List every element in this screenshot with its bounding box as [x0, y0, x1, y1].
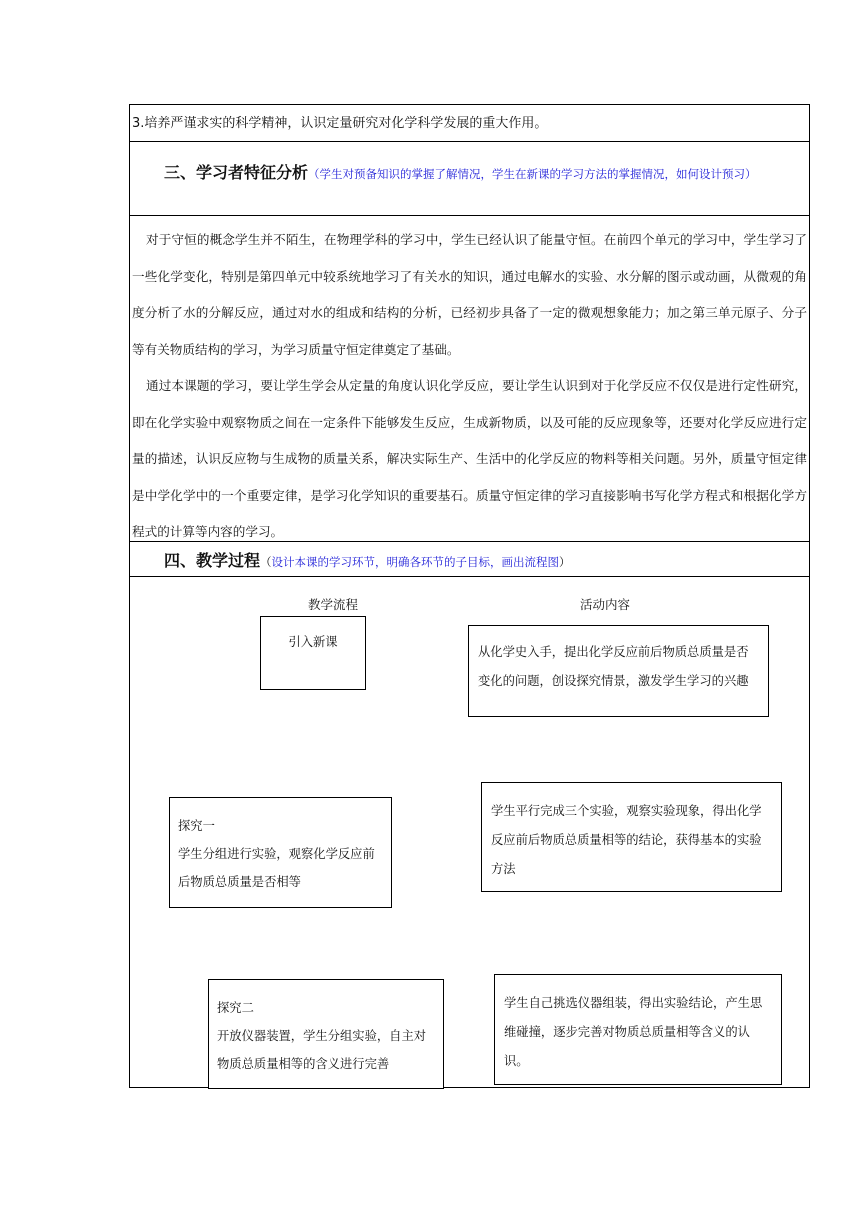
section4-note-close: ） [559, 555, 571, 569]
goal-row [130, 105, 809, 142]
flow-explore1-activity-box [481, 782, 782, 892]
flow-explore2-text: 开放仪器装置，学生分组实验，自主对物质总质量相等的含义进行完善 [217, 1029, 427, 1071]
flow-explore2-activity-box [494, 974, 782, 1085]
flow-left-label: 教学流程 [308, 597, 359, 612]
flow-explore2-title: 探究二 [217, 1001, 254, 1015]
section3-header [130, 142, 809, 216]
flow-explore2-activity-text: 学生自己挑选仪器组装，得出实验结论，产生思维碰撞，逐步完善对物质总质量相等含义的认识。 [504, 996, 763, 1068]
section4-header [130, 542, 809, 577]
flowchart [130, 577, 809, 1087]
section3-body [130, 216, 809, 542]
section4-note: 设计本课的学习环节，明确各环节的子目标，画出流程图 [271, 555, 560, 569]
flow-intro-activity-box [468, 625, 769, 717]
section3-paragraph-2: 通过本课题的学习，要让学生学会从定量的角度认识化学反应，要让学生认识到对于化学反应不仅仅是进行定性研究，即在化学实验中观察物质之间在一定条件下能够发生反应，生成新物质，以及可能的反应现象等，还要对化学反应进行定量的描述，认识反应物与生成物的质量关系，解决实际生产、生活中的化学反应的物料等相关问题。另外，质量守恒定律是中学化学中的一个重要定律，是学习化学知识的重要基石。质量守恒定律的学习直接影响书写化学方程式和根据化学方程式的计算等内容的学习。 [132, 378, 807, 539]
flow-explore1-box [169, 797, 392, 908]
section3-paragraph-1: 对于守恒的概念学生并不陌生，在物理学科的学习中，学生已经认识了能量守恒。在前四个单元的学习中，学生学习了一些化学变化，特别是第四单元中较系统地学习了有关水的知识，通过电解水的实验、水分解的图示或动画，从微观的角度分析了水的分解反应，通过对水的组成和结构的分析，已经初步具备了一定的微观想象能力；加之第三单元原子、分子等有关物质结构的学习，为学习质量守恒定律奠定了基础。 [132, 232, 807, 357]
lesson-plan-table [129, 104, 810, 1088]
flow-explore1-activity-text: 学生平行完成三个实验，观察实验现象，得出化学反应前后物质总质量相等的结论，获得基本的实验方法 [491, 804, 762, 876]
flow-explore1-title: 探究一 [178, 819, 215, 833]
flow-right-label: 活动内容 [580, 597, 631, 612]
section4-note-open: （ [260, 555, 272, 569]
section4-title: 四、教学过程 [164, 551, 261, 570]
flow-intro-box [260, 616, 366, 690]
flow-explore2-box [208, 979, 444, 1089]
section3-title: 三、学习者特征分析 [164, 163, 309, 182]
goal-text: 3.培养严谨求实的科学精神，认识定量研究对化学科学发展的重大作用。 [132, 116, 548, 131]
flow-intro-text: 引入新课 [288, 635, 338, 649]
section3-note: （学生对预备知识的掌握了解情况，学生在新课的学习方法的掌握情况，如何设计预习） [308, 167, 757, 181]
flow-intro-activity-text: 从化学史入手，提出化学反应前后物质总质量是否变化的问题，创设探究情景，激发学生学习的兴趣 [478, 645, 749, 688]
flow-explore1-text: 学生分组进行实验，观察化学反应前后物质总质量是否相等 [178, 847, 375, 889]
